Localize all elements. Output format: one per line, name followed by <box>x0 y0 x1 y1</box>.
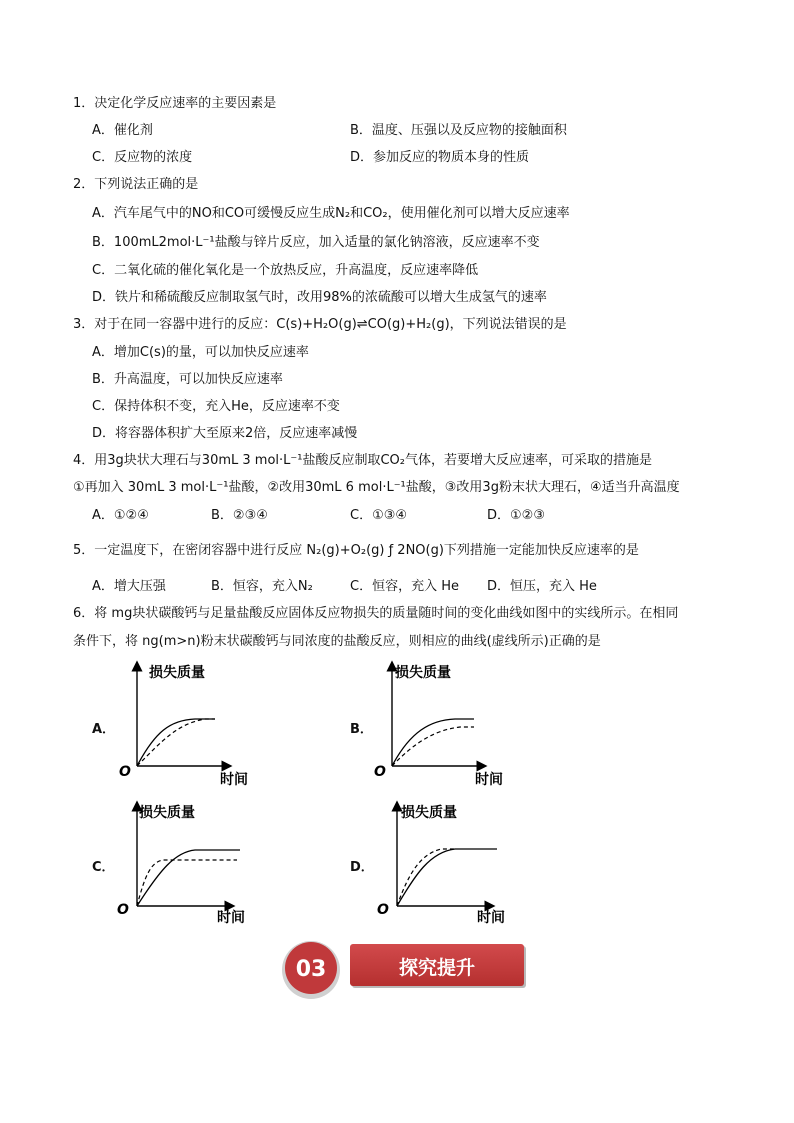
q2-option-d: D．铁片和稀硫酸反应制取氢气时，改用98%的浓硫酸可以增大生成氢气的速率 <box>92 290 547 305</box>
y-axis-label: 损失质量 <box>401 805 457 821</box>
q5-option-d: D．恒压，充入 He <box>487 579 597 594</box>
section-banner <box>280 940 530 1000</box>
figure-d-graph <box>375 800 525 930</box>
question-1-stem: 1．决定化学反应速率的主要因素是 <box>73 96 277 111</box>
solid-curve <box>137 850 240 906</box>
dashed-curve <box>397 849 455 906</box>
question-4-stem-line2: ①再加入 30mL 3 mol·L⁻¹盐酸，②改用30mL 6 mol·L⁻¹盐酸，③改用3g粉末状大理石，④适当升高温度 <box>73 480 680 495</box>
origin-label: O <box>119 764 131 780</box>
q3-option-a: A．增加C(s)的量，可以加快反应速率 <box>92 345 309 360</box>
q3-option-d: D．将容器体积扩大至原来2倍，反应速率减慢 <box>92 426 358 441</box>
x-axis-label: 时间 <box>477 910 505 926</box>
origin-label: O <box>377 902 389 918</box>
question-4-stem: 4．用3g块状大理石与30mL 3 mol·L⁻¹盐酸反应制取CO₂气体，若要增大反应速率，可采取的措施是 <box>73 453 652 468</box>
q3-option-c: C．保持体积不变，充入He，反应速率不变 <box>92 399 340 414</box>
q2-option-a: A．汽车尾气中的NO和CO可缓慢反应生成N₂和CO₂，使用催化剂可以增大反应速率 <box>92 206 570 221</box>
q4-option-c: C．①③④ <box>350 508 408 523</box>
y-axis-label: 损失质量 <box>395 665 451 681</box>
origin-label: O <box>374 764 386 780</box>
x-axis-label: 时间 <box>217 910 245 926</box>
figure-b-graph <box>370 660 520 790</box>
q1-option-a: A．催化剂 <box>92 123 153 138</box>
q1-option-d: D．参加反应的物质本身的性质 <box>350 150 530 165</box>
dashed-curve <box>137 719 215 766</box>
q3-option-b: B．升高温度，可以加快反应速率 <box>92 372 283 387</box>
question-5-stem: 5．一定温度下，在密闭容器中进行反应 N₂(g)+O₂(g) ƒ 2NO(g)下列措施一定能加快反应速率的是 <box>73 543 639 558</box>
q2-option-c: C．二氧化硫的催化氧化是一个放热反应，升高温度，反应速率降低 <box>92 263 479 278</box>
x-axis-label: 时间 <box>475 772 503 788</box>
q4-option-d: D．①②③ <box>487 508 545 523</box>
q1-option-c: C．反应物的浓度 <box>92 150 193 165</box>
figure-c-graph <box>115 800 265 930</box>
banner-number: 03 <box>295 957 327 982</box>
figure-c-label: C． <box>92 860 115 875</box>
figure-a-label: A． <box>92 722 116 737</box>
solid-curve <box>137 719 215 766</box>
q2-option-b: B．100mL2mol·L⁻¹盐酸与锌片反应，加入适量的氯化钠溶液，反应速率不变 <box>92 235 540 250</box>
x-axis-label: 时间 <box>220 772 248 788</box>
banner-title: 探究提升 <box>398 957 476 979</box>
q5-option-a: A．增大压强 <box>92 579 166 594</box>
question-6-stem: 6．将 mg块状碳酸钙与足量盐酸反应固体反应物损失的质量随时间的变化曲线如图中的实线所示。在相同 <box>73 606 679 621</box>
q1-option-b: B．温度、压强以及反应物的接触面积 <box>350 123 567 138</box>
y-axis-label: 损失质量 <box>149 665 205 681</box>
q4-option-b: B．②③④ <box>211 508 268 523</box>
figure-d-label: D． <box>350 860 374 875</box>
q5-option-b: B．恒容，充入N₂ <box>211 579 313 594</box>
question-3-stem: 3．对于在同一容器中进行的反应：C(s)+H₂O(g)⇌CO(g)+H₂(g)，下列说法错误的是 <box>73 317 567 332</box>
figure-a-graph <box>115 660 265 790</box>
figure-b-label: B． <box>350 722 373 737</box>
solid-curve <box>397 849 497 906</box>
question-6-stem-line2: 条件下，将 ng(m>n)粉末状碳酸钙与同浓度的盐酸反应，则相应的曲线(虚线所示)正确的是 <box>73 634 601 649</box>
q5-option-c: C．恒容，充入 He <box>350 579 459 594</box>
question-2-stem: 2．下列说法正确的是 <box>73 177 199 192</box>
q4-option-a: A．①②④ <box>92 508 149 523</box>
y-axis-label: 损失质量 <box>139 805 195 821</box>
origin-label: O <box>117 902 129 918</box>
solid-curve <box>392 719 474 766</box>
